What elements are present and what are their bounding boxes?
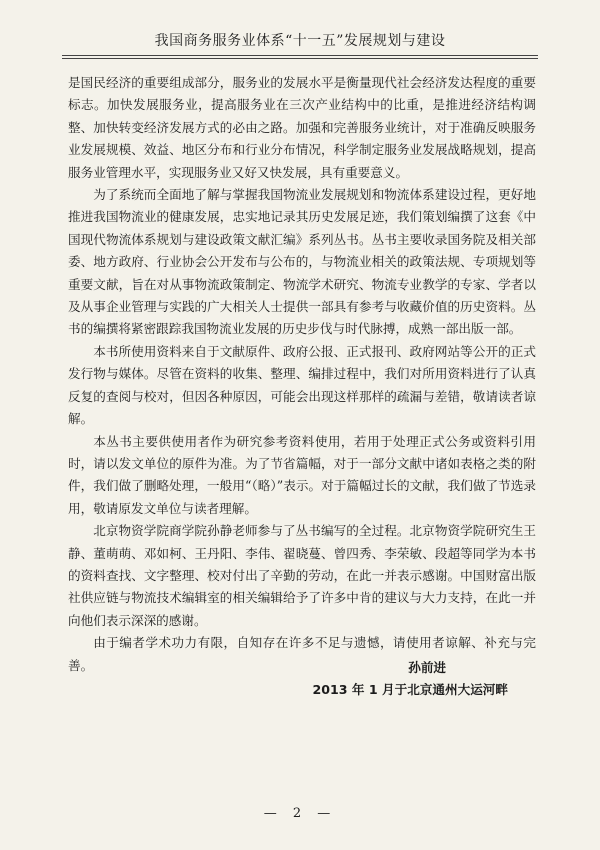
running-header: 我国商务服务业体系“十一五”发展规划与建设 xyxy=(62,30,538,56)
page-number: — 2 — xyxy=(263,806,337,821)
signature-block xyxy=(228,657,508,701)
paragraph-1: 是国民经济的重要组成部分，服务业的发展水平是衡量现代社会经济发达程度的重要标志。加快发展服务业，提高服务业在三次产业结构中的比重，是推进经济结构调整、加快转变经济发展方式的必由之路。加强和完善服务业统计，对于准确反映服务业发展规模、效益、地区分布和行业分布情况，科学制定服务业发展战略规划，提高服务业管理水平，实现服务业又好又快发展，具有重要意义。 xyxy=(68,75,536,180)
date-place: 2013 年 1 月于北京通州大运河畔 xyxy=(312,682,508,697)
paragraph-5: 北京物资学院商学院孙静老师参与了丛书编写的全过程。北京物资学院研究生王静、董萌萌、邓如柯、王丹阳、李伟、翟晓蔓、曾四秀、李荣敏、段超等同学为本书的资料查找、文字整理、校对付出了辛勤的劳动，在此一并表示感谢。中国财富出版社供应链与物流技术编辑室的相关编辑给予了许多中肯的建议与大力支持，在此一并向他们表示深深的感谢。 xyxy=(68,523,536,628)
paragraph-3: 本书所使用资料来自于文献原件、政府公报、正式报刊、政府网站等公开的正式发行物与媒体。尽管在资料的收集、整理、编排过程中，我们对所用资料进行了认真反复的查阅与校对，但因各种原因，可能会出现这样那样的疏漏与差错，敬请读者谅解。 xyxy=(68,343,536,427)
paragraph-4: 本丛书主要供使用者作为研究参考资料使用，若用于处理正式公务或资料引用时，请以发文单位的原件为准。为了节省篇幅，对于一部分文献中诸如表格之类的附件，我们做了删略处理，一般用“（略）”表示。对于篇幅过长的文献，我们做了节选录用，敬请原发文单位与读者理解。 xyxy=(68,433,536,516)
author-name: 孙前进 xyxy=(408,660,446,675)
paragraph-2: 为了系统而全面地了解与掌握我国物流业发展规划和物流体系建设过程，更好地推进我国物流业的健康发展，忠实地记录其历史发展足迹，我们策划编撰了这套《中国现代物流体系规划与建设政策文献汇编》系列丛书。丛书主要收录国务院及相关部委、地方政府、行业协会公开发布与公布的，与物流业相关的政策法规、专项规划等重要文献，旨在对从事物流政策制定、物流学术研究、物流专业教学的专家、学者以及从事企业管理与实践的广大相关人士提供一部具有参考与收藏价值的历史资料。丛书的编撰将紧密跟踪我国物流业发展的历史步伐与时代脉搏，成熟一部出版一部。 xyxy=(68,187,536,337)
paragraph-6: 由于编者学术功力有限，自知存在许多不足与遗憾，请使用者谅解、补充与完善。 xyxy=(68,635,536,673)
body-text xyxy=(68,72,536,677)
